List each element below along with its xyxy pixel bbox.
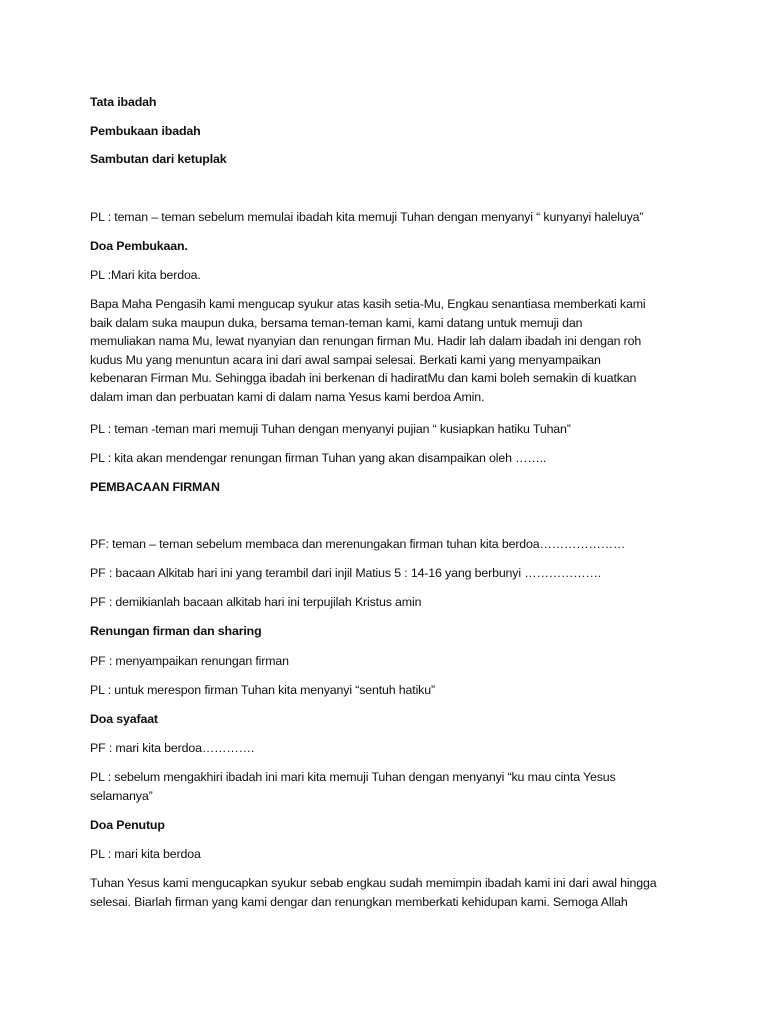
- closing-prayer-line: Tuhan Yesus kami mengucapkan syukur sebab engkau sudah memimpin ibadah kami ini dari awal hingga: [90, 876, 657, 890]
- pl-closing-song-paragraph: [90, 768, 690, 805]
- section-heading-welcome: Sambutan dari ketuplak: [90, 152, 227, 166]
- pl-line-song-2: PL : teman -teman mari memuji Tuhan dengan menyanyi pujian “ kusiapkan hatiku Tuhan”: [90, 422, 571, 436]
- prayer-line: kebenaran Firman Mu. Sehingga ibadah ini berkenan di hadiratMu dan kami boleh semakin di kuatkan: [90, 371, 637, 386]
- pl-line-closing-pray: PL : mari kita berdoa: [90, 847, 201, 861]
- prayer-line: baik dalam suka maupun duka, bersama teman-teman kami, kami datang untuk memuji dan: [90, 315, 583, 330]
- section-heading-opening-prayer: Doa Pembukaan.: [90, 239, 188, 253]
- section-heading-sermon: Renungan firman dan sharing: [90, 624, 262, 638]
- pf-line-before-reading: PF: teman – teman sebelum membaca dan merenungakan firman tuhan kita berdoa…………………: [90, 537, 626, 551]
- pl-line-song-1: PL : teman – teman sebelum memulai ibadah kita memuji Tuhan dengan menyanyi “ kunyanyi haleluya”: [90, 210, 644, 224]
- prayer-line: memuliakan nama Mu, lewat nyanyian dan renungan firman Mu. Hadir lah dalam ibadah ini dengan roh: [90, 334, 642, 349]
- pf-line-reading: PF : bacaan Alkitab hari ini yang terambil dari injil Matius 5 : 14-16 yang berbunyi ……………….: [90, 566, 601, 580]
- pl-line-sermon: PL : kita akan mendengar renungan firman Tuhan yang akan disampaikan oleh ……..: [90, 451, 547, 465]
- opening-prayer-paragraph: [90, 295, 690, 407]
- pf-line-sermon: PF : menyampaikan renungan firman: [90, 654, 289, 668]
- closing-prayer-line: selesai. Biarlah firman yang kami dengar dan renungkan memberkati kehidupan kami. Semoga Allah: [90, 894, 628, 909]
- section-heading-closing-prayer: Doa Penutup: [90, 818, 165, 832]
- section-heading-opening: Pembukaan ibadah: [90, 124, 201, 138]
- closing-song-line: selamanya”: [90, 788, 153, 803]
- prayer-line: dalam iman dan perbuatan kami di dalam nama Yesus kami berdoa Amin.: [90, 389, 485, 404]
- closing-song-line: PL : sebelum mengakhiri ibadah ini mari kita memuji Tuhan dengan menyanyi “ku mau cinta Yesus: [90, 770, 616, 784]
- pl-line-respond: PL : untuk merespon firman Tuhan kita menyanyi “sentuh hatiku”: [90, 683, 435, 697]
- section-heading-reading: PEMBACAAN FIRMAN: [90, 480, 220, 494]
- prayer-line: kudus Mu yang menuntun acara ini dari awal sampai selesai. Berkati kami yang menyampaikan: [90, 352, 601, 367]
- pf-line-closing-reading: PF : demikianlah bacaan alkitab hari ini terpujilah Kristus amin: [90, 595, 422, 609]
- pl-line-pray: PL :Mari kita berdoa.: [90, 268, 201, 282]
- section-heading-intercession: Doa syafaat: [90, 712, 158, 726]
- document-title: Tata ibadah: [90, 95, 157, 109]
- closing-prayer-paragraph: [90, 874, 690, 911]
- pf-line-pray: PF : mari kita berdoa………….: [90, 741, 255, 755]
- prayer-line: Bapa Maha Pengasih kami mengucap syukur atas kasih setia-Mu, Engkau senantiasa memberkati kami: [90, 297, 646, 311]
